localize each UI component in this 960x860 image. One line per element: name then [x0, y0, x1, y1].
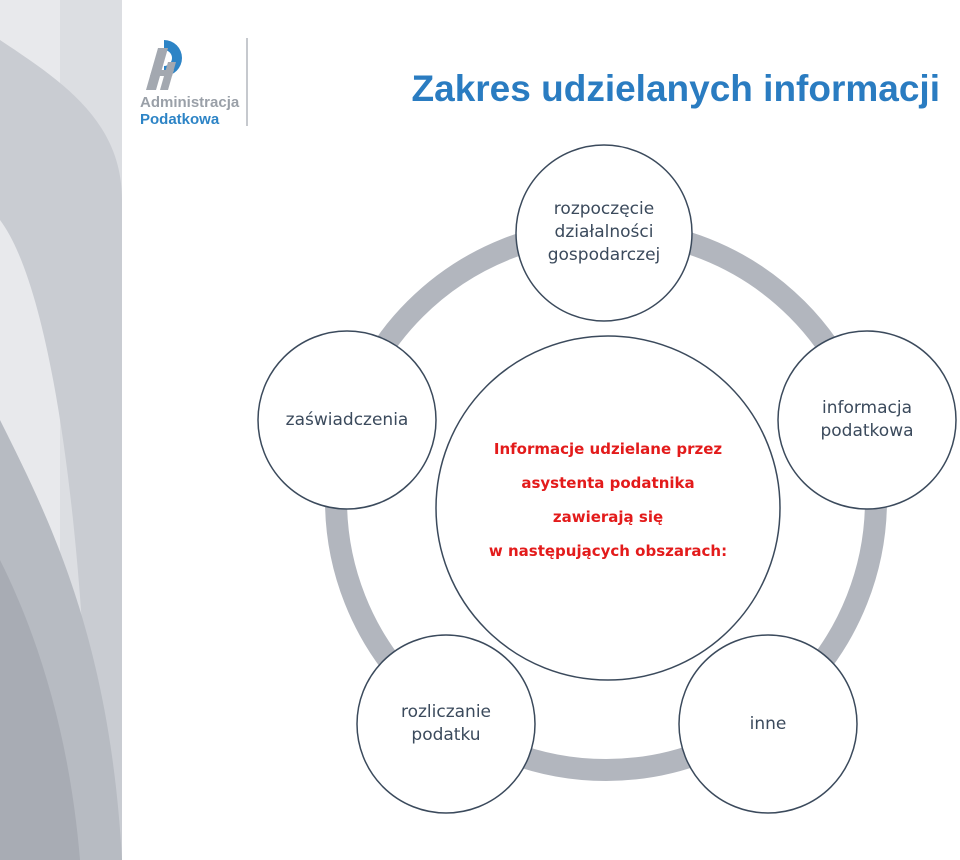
node-top-line-1: rozpoczęcie — [553, 198, 655, 219]
logo-line-2: Podatkowa — [140, 111, 220, 128]
node-left-line-1: zaświadczenia — [285, 409, 409, 430]
center-line-1: Informacje udzielane przez — [493, 440, 723, 458]
node-right-line-2: podatkowa — [820, 421, 914, 441]
node-bottom-left — [366, 700, 526, 748]
node-right — [787, 396, 947, 444]
node-top-line-3: gospodarczej — [547, 244, 661, 265]
node-bottom-left-line-1: rozliczanie — [400, 702, 492, 722]
center-line-2: asystenta podatnika — [521, 474, 695, 492]
node-bottom-left-line-2: podatku — [411, 725, 481, 745]
node-right-line-1: informacja — [821, 398, 913, 418]
page-title: Zakres udzielanych informacji — [411, 68, 940, 109]
node-top — [524, 196, 684, 268]
node-top-line-2: działalności — [554, 221, 654, 242]
node-left — [267, 408, 427, 432]
center-line-4: w następujących obszarach: — [488, 542, 728, 560]
center-description — [448, 432, 768, 568]
logo-line-1: Administracja — [140, 94, 240, 111]
node-bottom-right-line-1: inne — [749, 713, 787, 734]
node-bottom-right — [688, 712, 848, 736]
center-line-3: zawierają się — [552, 508, 664, 526]
